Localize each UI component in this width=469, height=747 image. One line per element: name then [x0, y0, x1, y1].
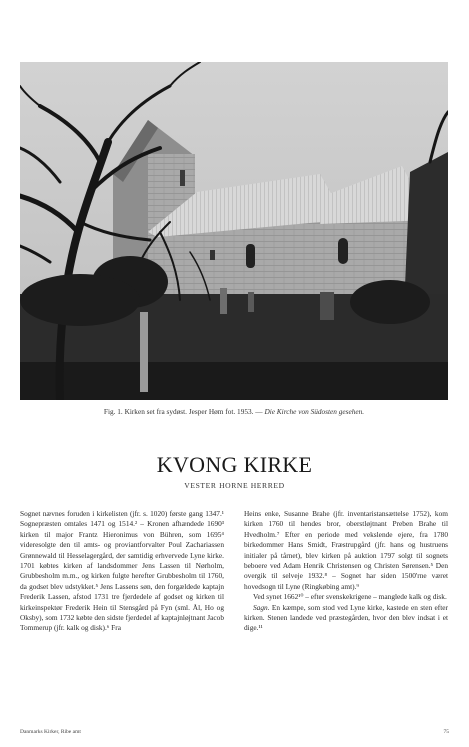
- legend-paragraph: [244, 603, 448, 634]
- page-title: KVONG KIRKE: [156, 452, 313, 477]
- legend-heading: Sagn.: [253, 602, 270, 612]
- running-footer: Danmarks Kirker, Ribe amt: [20, 729, 81, 735]
- body-paragraph: Ved synet 1662¹⁰ – efter svenskekrigene – manglede kalk og disk.: [253, 592, 447, 602]
- legend-text: En kæmpe, som stod ved Lyne kirke, kastede en sten efter kirken. Stenen landede ved præstegården, hvor den blev indsat i et dige.¹¹: [244, 602, 448, 633]
- text-column-right: [244, 509, 448, 634]
- church-photograph: [20, 62, 448, 400]
- church-photo-illustration: [20, 62, 448, 400]
- page-number: 75: [443, 729, 449, 735]
- body-paragraph: Sognet nævnes foruden i kirkelisten (jfr. s. 1020) første gang 1347.¹ Sognepræsten omtales 1471 og 1514.² – Kronen afhændede 1690³ kirken til major Frantz Hieronimus von Bühren, som 1695⁴ videresolgte den til amts- og proviantforvalter Poul Zachariassen Grønnewald til Hesselagergård, der samtidig erhvervede Lyne kirke. 1701 købtes kirken af landsdommer Jens Lassen til Nørholm, Grubbesholm m.m., og kirken fulgte herefter Grubbesholm til 1760, da godset blev udstykket.⁵ Jens Lassens søn, den forgældede kaptajn Frederik Lassen, afstod 1731 tre fjerdedele af godset og kirken til kirkeinspektør Frederik Hein til Stensgård på Fyn (sml. Ål, Ho og Oksby), som 1732 købte den sidste fjerdedel af kaptajnløjtnant Jacob Tommerup (jfr. kalk og disk).⁶ Fra: [20, 509, 224, 633]
- text-column-left: [20, 509, 224, 634]
- figure-caption: [20, 407, 448, 416]
- body-paragraph: Heins enke, Susanne Brahe (jfr. inventaristansættelse 1752), kom kirken 1760 til hendes bror, oberstløjtnant Preben Brahe til Hvedholm.⁷ Efter en periode med vekslende ejere, fra 1780 birkedommer Hans Smidt, Fræstrupgård (jfr. hans og hustruens initialer på tårnet), blev kirken på auktion 1797 solgt til sognets beboere ved Adam Henrik Christensen og Christen Sørensen.⁵ Den overgik til selveje 1932.⁸ – Sognet har siden 1500'rne været hovedsogn til Lyne (Ringkøbing amt).⁹: [244, 509, 448, 591]
- figure-caption-main: Fig. 1. Kirken set fra sydøst. Jesper Høm fot. 1953. —: [103, 407, 263, 416]
- figure-caption-translation: Die Kirche von Südosten gesehen.: [264, 407, 365, 416]
- page-subtitle: VESTER HORNE HERRED: [184, 481, 285, 490]
